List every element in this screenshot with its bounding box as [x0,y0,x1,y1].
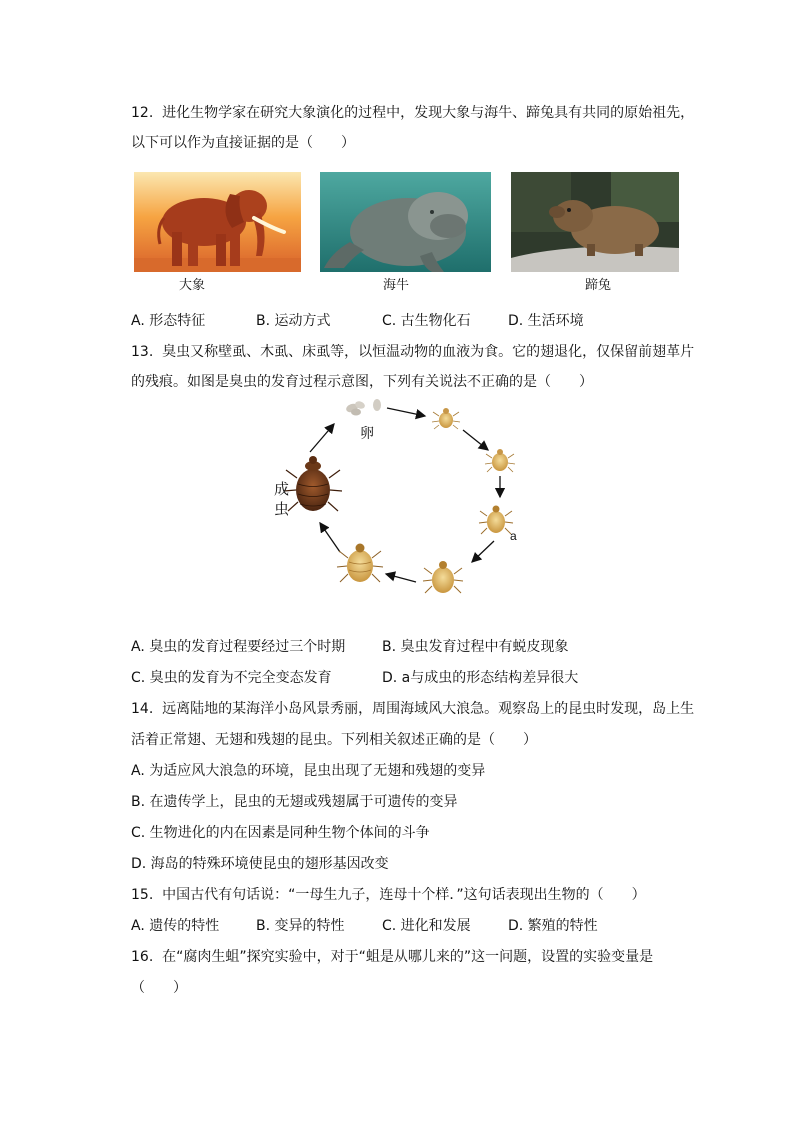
nymph-5-icon [337,544,383,583]
elephant-photo [134,172,301,272]
q13-option-a: A. 臭虫的发育过程要经过三个时期 [131,639,346,655]
q12-option-d: D. 生活环境 [508,313,584,329]
q14-option-d: D. 海岛的特殊环境使昆虫的翅形基因改变 [131,856,389,872]
q15-option-b: B. 变异的特性 [256,918,345,934]
manatee-caption: 海牛 [383,278,410,293]
q15-option-a: A. 遗传的特性 [131,918,220,934]
q16-stem-line1: 16. 在“腐肉生蛆”探究实验中，对于“蛆是从哪儿来的”这一问题，设置的实验变量是 [131,949,654,965]
q13-option-c: C. 臭虫的发育为不完全变态发育 [131,670,332,686]
q12-stem-line2: 以下可以作为直接证据的是（ ） [131,135,355,151]
q13-stem-line2: 的残痕。如图是臭虫的发育过程示意图，下列有关说法不正确的是（ ） [131,374,593,390]
stage-a-label: a [510,529,517,543]
q15-stem-line1: 15. 中国古代有句话说：“一母生九子，连母十个样．”这句话表现出生物的（ ） [131,887,646,903]
nymph-2-icon [485,449,515,472]
q14-option-a: A. 为适应风大浪急的环境，昆虫出现了无翅和残翅的变异 [131,763,486,779]
hyrax-photo [511,172,679,272]
adult-label-line2: 虫 [274,500,290,518]
hyrax-caption: 蹄兔 [585,278,612,293]
nymph-a-icon [479,506,513,535]
q14-stem-line1: 14. 远离陆地的某海洋小岛风景秀丽，周围海域风大浪急。观察岛上的昆虫时发现，岛上生 [131,701,695,717]
nymph-4-icon [423,561,463,593]
elephant-caption: 大象 [179,278,206,293]
q14-stem-line2: 活着正常翅、无翅和残翅的昆虫。下列相关叙述正确的是（ ） [131,732,537,748]
q12-option-a: A. 形态特征 [131,313,206,329]
egg-label: 卵 [360,426,374,442]
q13-stem-line1: 13. 臭虫又称壁虱、木虱、床虱等，以恒温动物的血液为食。它的翅退化，仅保留前翅革片 [131,344,695,360]
manatee-photo [320,172,491,272]
q13-option-d: D. a与成虫的形态结构差异很大 [382,670,579,686]
q15-option-c: C. 进化和发展 [382,918,471,934]
q14-option-b: B. 在遗传学上，昆虫的无翅或残翅属于可遗传的变异 [131,794,458,810]
q16-stem-line2: （ ） [131,980,187,996]
adult-label-line1: 成 [274,480,290,498]
egg-icon [345,399,381,416]
q12-option-c: C. 古生物化石 [382,313,471,329]
q12-option-b: B. 运动方式 [256,313,331,329]
q12-stem-line1: 12. 进化生物学家在研究大象演化的过程中，发现大象与海牛、蹄兔具有共同的原始祖先， [131,105,695,121]
bedbug-life-cycle-diagram [260,394,540,604]
q15-option-d: D. 繁殖的特性 [508,918,598,934]
q13-option-b: B. 臭虫发育过程中有蜕皮现象 [382,639,569,655]
q14-option-c: C. 生物进化的内在因素是同种生物个体间的斗争 [131,825,430,841]
nymph-1-icon [432,408,460,429]
adult-bedbug-icon [284,456,342,511]
